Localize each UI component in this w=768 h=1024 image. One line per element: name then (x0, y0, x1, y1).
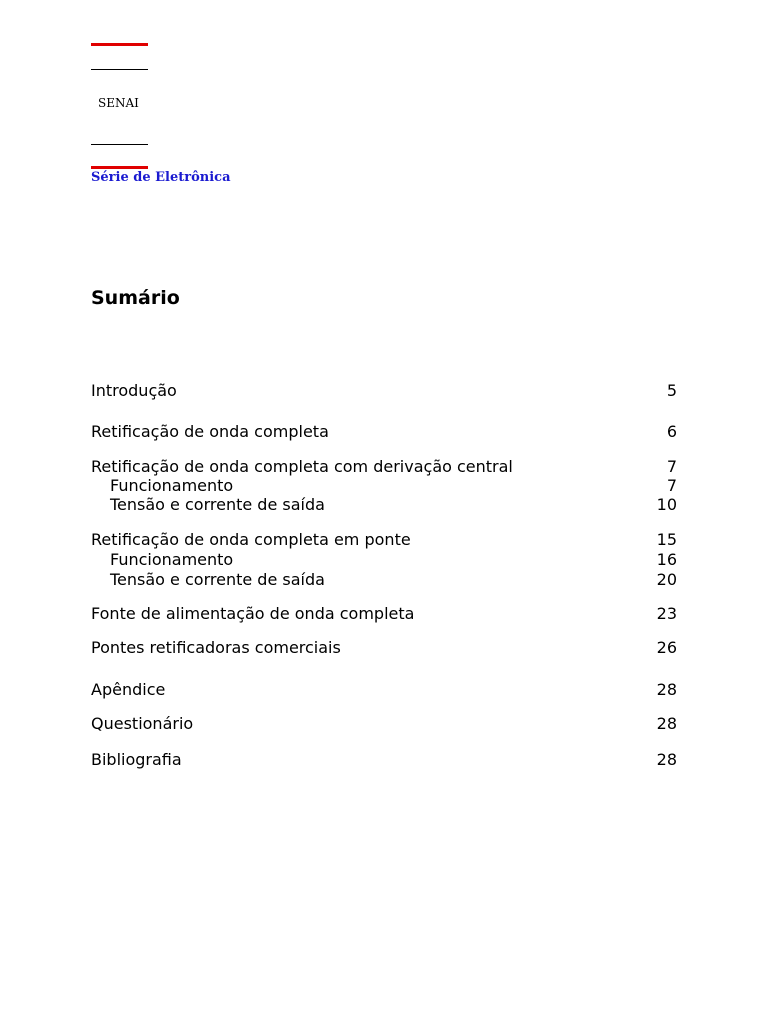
toc-entry-label: Retificação de onda completa em ponte (91, 530, 411, 549)
toc-entry-label: Questionário (91, 714, 194, 733)
toc-entry-page: 28 (656, 714, 677, 733)
toc-entry-page: 16 (656, 550, 677, 569)
toc-subentry-funcionamento (91, 476, 677, 496)
series-name: Série de Eletrônica (91, 170, 231, 185)
toc-entry-label: Tensão e corrente de saída (110, 495, 325, 514)
toc-entry-label: Fonte de alimentação de onda completa (91, 604, 415, 623)
toc-entry-page: 6 (666, 422, 677, 441)
toc-entry-page: 10 (656, 495, 677, 514)
toc-subentry-funcionamento (91, 550, 677, 570)
toc-entry-label: Bibliografia (91, 750, 182, 769)
red-rule-bottom (91, 166, 148, 169)
toc-entry-page: 5 (666, 381, 677, 400)
toc-entry-ponte (91, 530, 677, 550)
toc-entry-apendice (91, 680, 677, 700)
toc-entry-page: 23 (656, 604, 677, 623)
toc-entry-derivacao-central (91, 457, 677, 477)
toc-entry-label: Introdução (91, 381, 177, 400)
toc-entry-label: Retificação de onda completa com derivação central (91, 457, 513, 476)
toc-entry-retificacao-onda-completa (91, 422, 677, 442)
toc-entry-fonte-alimentacao (91, 604, 677, 624)
toc-entry-label: Funcionamento (110, 550, 234, 569)
toc-entry-page: 7 (666, 457, 677, 476)
toc-entry-bibliografia (91, 750, 677, 770)
toc-entry-page: 26 (656, 638, 677, 657)
toc-entry-label: Tensão e corrente de saída (110, 570, 325, 589)
toc-entry-page: 20 (656, 570, 677, 589)
toc-entry-page: 7 (666, 476, 677, 495)
toc-entry-page: 28 (656, 680, 677, 699)
toc-entry-page: 15 (656, 530, 677, 549)
toc-entry-label: Funcionamento (110, 476, 234, 495)
black-rule-top (91, 69, 148, 70)
red-rule-top (91, 43, 148, 46)
toc-entry-label: Retificação de onda completa (91, 422, 329, 441)
toc-entry-label: Apêndice (91, 680, 166, 699)
page-title: Sumário (91, 287, 180, 309)
black-rule-bottom (91, 144, 148, 145)
toc-subentry-tensao-corrente (91, 495, 677, 515)
toc-entry-label: Pontes retificadoras comerciais (91, 638, 341, 657)
toc-entry-introducao (91, 381, 677, 401)
organization-name: SENAI (98, 96, 139, 110)
toc-entry-questionario (91, 714, 677, 734)
toc-subentry-tensao-corrente (91, 570, 677, 590)
toc-entry-page: 28 (656, 750, 677, 769)
toc-entry-pontes-comerciais (91, 638, 677, 658)
